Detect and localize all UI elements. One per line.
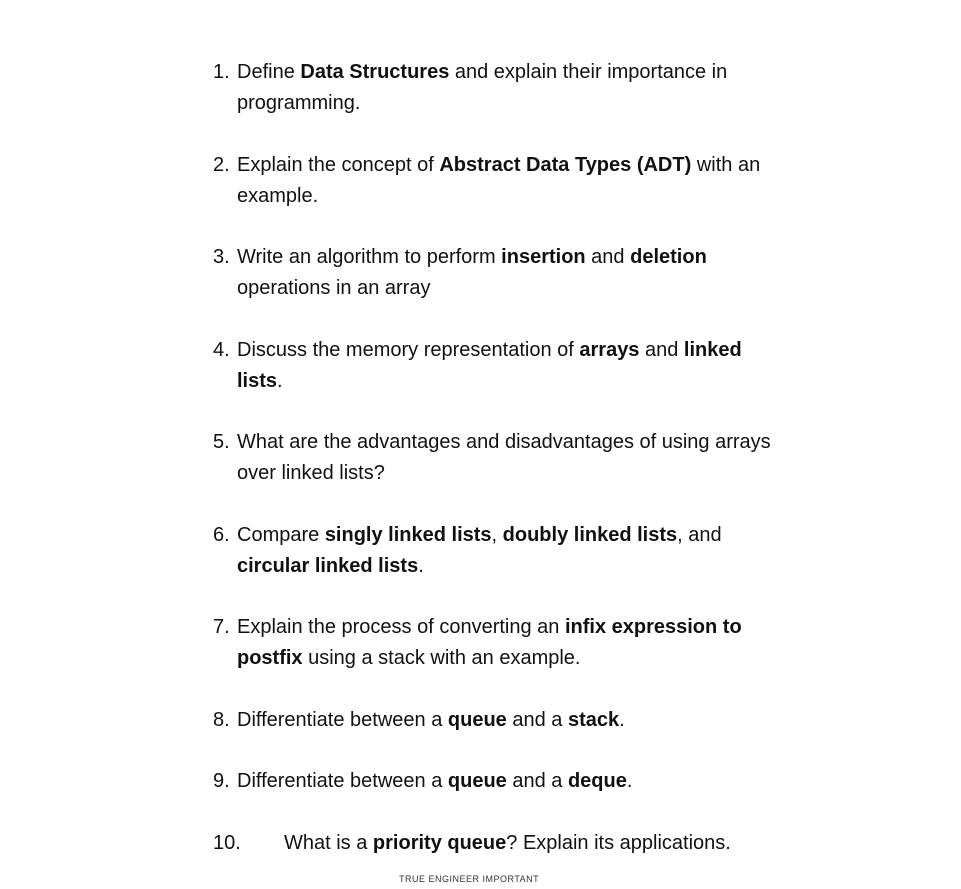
bold-term: Data Structures bbox=[300, 61, 450, 83]
footer-text: TRUE ENGINEER IMPORTANT bbox=[399, 874, 540, 884]
text-run: . bbox=[418, 554, 424, 577]
text-run: and explain their importance in programming. bbox=[237, 61, 728, 114]
question-text bbox=[237, 154, 760, 207]
question-item bbox=[213, 612, 783, 674]
text-run: What is a bbox=[284, 831, 373, 854]
text-run: Write an algorithm to perform bbox=[237, 246, 502, 268]
text-run: . bbox=[619, 708, 625, 731]
text-run: Explain the concept of bbox=[237, 153, 440, 176]
bold-term: circular linked lists bbox=[237, 554, 419, 577]
question-item bbox=[213, 57, 783, 119]
text-run: and bbox=[639, 338, 684, 361]
question-number: 4. bbox=[213, 338, 230, 361]
text-run: , bbox=[491, 523, 503, 546]
question-number: 3. bbox=[213, 246, 230, 268]
bold-term: queue bbox=[447, 770, 507, 792]
question-number: 8. bbox=[213, 708, 230, 731]
bold-term: linked lists bbox=[237, 338, 742, 392]
bold-term: singly linked lists bbox=[324, 523, 492, 546]
text-run: . bbox=[277, 369, 283, 392]
bold-term: deque bbox=[567, 770, 627, 792]
question-text bbox=[237, 246, 707, 299]
question-item bbox=[213, 335, 783, 397]
bold-term: queue bbox=[447, 708, 507, 731]
question-number: 1. bbox=[213, 61, 230, 83]
question-item bbox=[213, 766, 783, 797]
bold-term: doubly linked lists bbox=[502, 523, 678, 546]
bold-term: Abstract Data Types (ADT) bbox=[439, 153, 692, 176]
bold-term: stack bbox=[567, 708, 620, 731]
text-run: Explain the process of converting an bbox=[237, 616, 565, 638]
question-text bbox=[284, 832, 731, 854]
question-item bbox=[213, 828, 783, 859]
question-number: 6. bbox=[213, 523, 230, 546]
question-text bbox=[237, 616, 742, 669]
text-run: with an example. bbox=[237, 153, 761, 207]
text-run: and a bbox=[506, 708, 568, 731]
question-text bbox=[237, 339, 742, 392]
text-run: , and bbox=[677, 523, 722, 546]
text-run: . bbox=[626, 770, 633, 792]
question-number: 9. bbox=[213, 770, 230, 792]
text-run: operations in an array bbox=[237, 277, 431, 299]
question-text bbox=[237, 770, 632, 792]
text-run: using a stack with an example. bbox=[302, 647, 581, 669]
question-item bbox=[213, 242, 783, 304]
text-run: ? Explain its applications. bbox=[506, 831, 731, 854]
question-item bbox=[213, 150, 783, 212]
text-run: Compare bbox=[237, 523, 325, 546]
question-text bbox=[237, 61, 727, 114]
text-run: Discuss the memory representation of bbox=[237, 338, 580, 361]
question-list bbox=[213, 57, 783, 889]
text-run: What are the advantages and disadvantages of using arrays over linked lists? bbox=[237, 431, 771, 484]
text-run: Differentiate between a bbox=[237, 770, 448, 792]
question-item bbox=[213, 520, 783, 582]
bold-term: infix expression to postfix bbox=[237, 616, 742, 669]
question-text bbox=[237, 524, 722, 577]
question-text bbox=[237, 709, 625, 731]
text-run: and bbox=[585, 246, 631, 268]
bold-term: priority queue bbox=[372, 831, 507, 854]
question-text bbox=[237, 431, 771, 484]
text-run: Differentiate between a bbox=[237, 708, 448, 731]
bold-term: deletion bbox=[630, 246, 707, 268]
question-item bbox=[213, 427, 783, 489]
text-run: and a bbox=[506, 770, 568, 792]
question-number: 10. bbox=[213, 831, 241, 854]
bold-term: arrays bbox=[579, 338, 640, 361]
text-run: Define bbox=[237, 61, 301, 83]
question-item bbox=[213, 705, 783, 736]
bold-term: insertion bbox=[501, 246, 586, 268]
question-number: 7. bbox=[213, 616, 230, 638]
question-number: 5. bbox=[213, 431, 230, 453]
question-number: 2. bbox=[213, 153, 230, 176]
